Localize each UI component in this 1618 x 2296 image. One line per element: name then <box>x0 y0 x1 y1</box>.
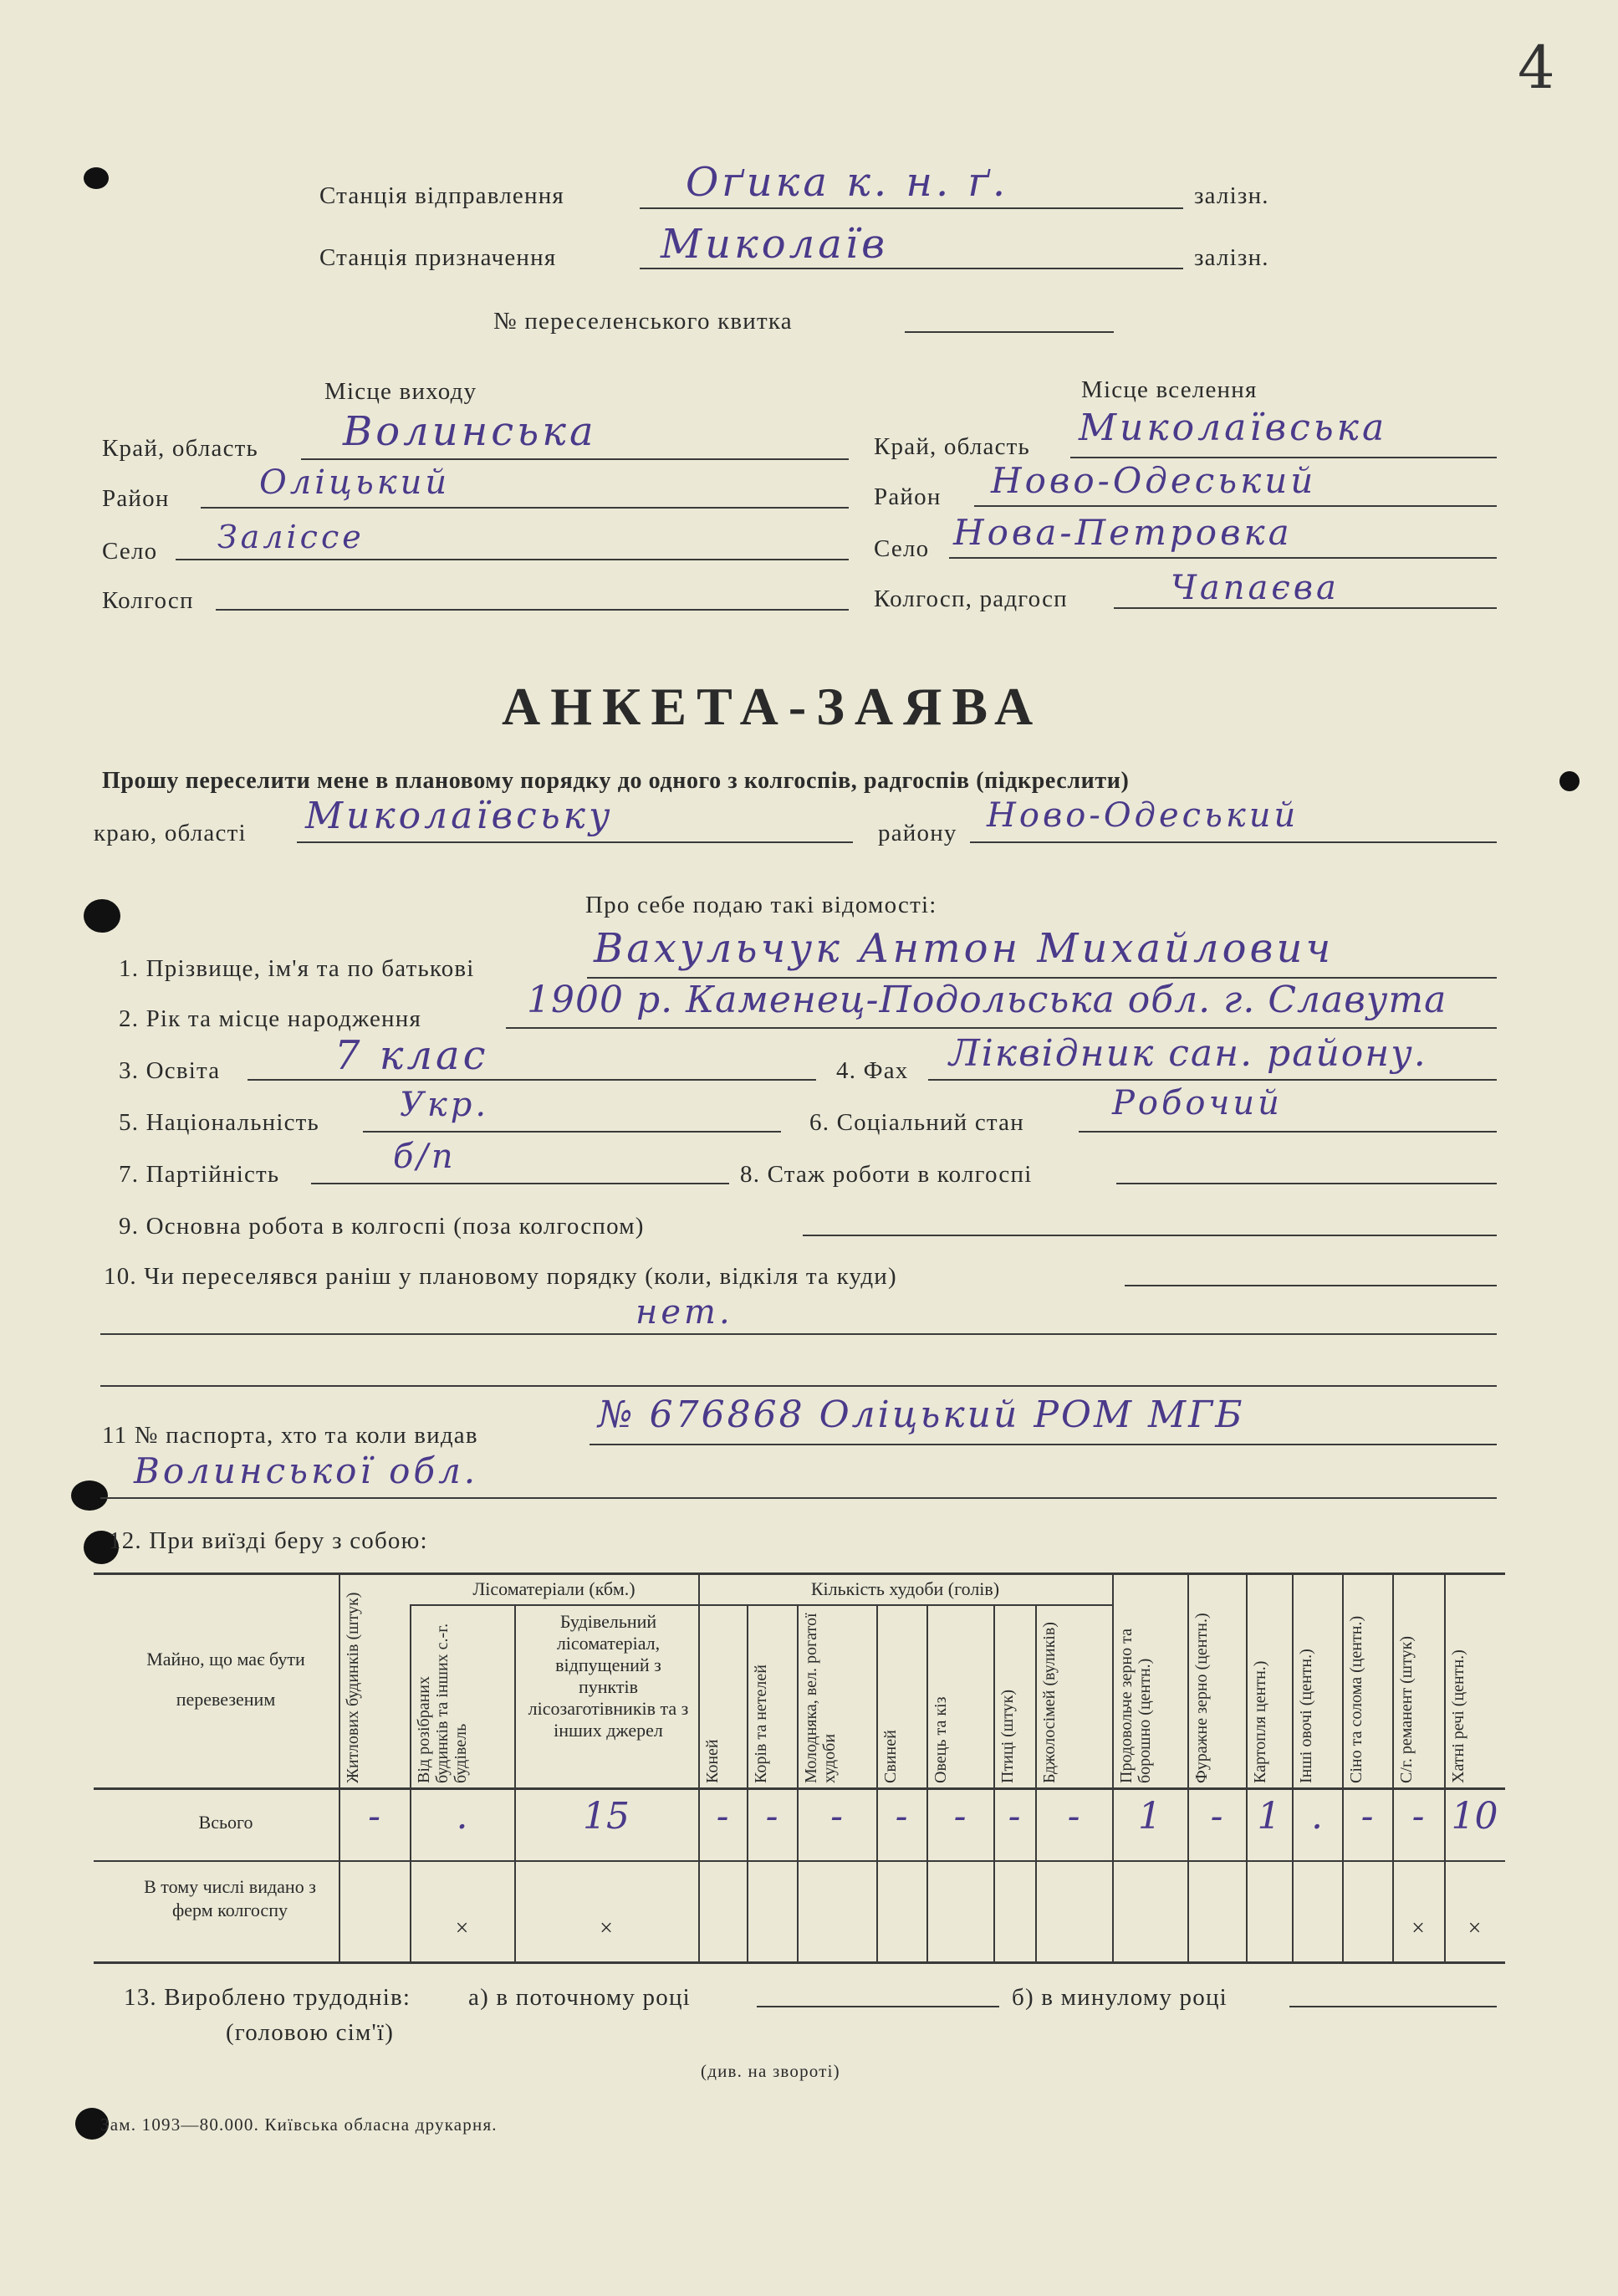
field-5-label: 5. Національність <box>119 1109 319 1136</box>
field-10-value: нет. <box>635 1293 733 1332</box>
field-7-label: 7. Партійність <box>119 1161 280 1188</box>
origin-region-value: Волинська <box>343 408 597 455</box>
total-cell-value: . <box>456 1795 468 1838</box>
total-cell-value: 15 <box>583 1795 630 1838</box>
punch-hole <box>84 167 109 189</box>
field-6-line <box>1079 1131 1497 1133</box>
origin-district-line <box>201 507 849 509</box>
table-column-divider <box>1444 1572 1446 1961</box>
total-cell-value: - <box>1067 1795 1080 1838</box>
table-column-header: Сіно та солома (центн.) <box>1347 1615 1365 1783</box>
origin-region-line <box>301 458 849 460</box>
table-column-divider <box>514 1604 516 1961</box>
arrival-label: Станція призначення <box>319 244 557 271</box>
field-7-value: б/п <box>393 1138 457 1176</box>
origin-village-label: Село <box>102 538 158 565</box>
request-krai-value: Миколаївську <box>305 795 614 837</box>
livestock-group-line <box>698 1604 1112 1606</box>
field-5-line <box>363 1131 781 1133</box>
origin-kolhosp-label: Колгосп <box>102 587 194 614</box>
field-5-value: Укр. <box>400 1086 490 1124</box>
table-column-header: Молодняка, вел. рогатої худоби <box>802 1613 839 1783</box>
departure-value: Оґика к. н. ґ. <box>686 159 1009 206</box>
table-column-divider <box>876 1604 878 1961</box>
table-column-header: Овець та кіз <box>931 1696 950 1783</box>
total-cell-value: - <box>765 1795 778 1838</box>
origin-region-label: Край, область <box>102 435 258 462</box>
request-line: Прошу переселити мене в плановому порядку до одного з колгоспів, радгоспів (підкреслити) <box>102 768 1130 794</box>
destination-region-line <box>1070 457 1497 458</box>
field-4-value: Ліквідник сан. району. <box>949 1032 1427 1075</box>
table-column-divider <box>1292 1572 1294 1961</box>
destination-kolhosp-line <box>1114 607 1497 609</box>
total-cell-value: 10 <box>1451 1795 1498 1838</box>
table-column-header: Від розібраних будинків та інших с.-г. будівель <box>415 1623 470 1783</box>
origin-kolhosp-line <box>216 609 849 611</box>
field-12-label: 12. При виїзді беру з собою: <box>109 1527 428 1554</box>
livestock-group-header: Кількість худоби (голів) <box>810 1578 1000 1599</box>
ticket-label: № переселенського квитка <box>493 308 793 335</box>
origin-district-label: Район <box>102 485 170 512</box>
field-3-label: 3. Освіта <box>119 1057 221 1084</box>
total-cell-value: 1 <box>1257 1795 1281 1838</box>
field-2-value: 1900 р. Каменец-Подольська обл. г. Славута <box>527 979 1447 1021</box>
field-13-a: а) в поточному році <box>468 1984 691 2011</box>
form-title: АНКЕТА-ЗАЯВА <box>502 677 1044 736</box>
field-3-value: 7 клас <box>334 1032 489 1079</box>
punch-hole <box>84 899 120 933</box>
arrival-value: Миколаїв <box>661 221 889 268</box>
request-raion-label: району <box>878 820 957 846</box>
total-cell-value: - <box>716 1795 729 1838</box>
total-cell-value: . <box>1311 1795 1323 1838</box>
total-cell-value: 1 <box>1138 1795 1161 1838</box>
destination-village-label: Село <box>874 535 930 562</box>
table-column-divider <box>747 1604 748 1961</box>
table-column-divider <box>698 1572 700 1961</box>
farm-cell-mark: × <box>600 1915 613 1941</box>
table-column-divider <box>1187 1572 1189 1961</box>
table-column-divider <box>993 1604 995 1961</box>
table-column-divider <box>1035 1604 1037 1961</box>
request-raion-value: Ново-Одеський <box>987 796 1299 835</box>
origin-village-line <box>176 559 849 560</box>
total-cell-value: - <box>1210 1795 1223 1838</box>
punch-hole <box>71 1480 108 1511</box>
destination-village-value: Нова-Петровка <box>953 512 1293 553</box>
table-column-header: Інші овочі (центн.) <box>1297 1649 1315 1783</box>
table-column-divider <box>797 1604 799 1961</box>
origin-village-value: Заліссе <box>217 519 365 555</box>
farm-cell-mark: × <box>455 1915 469 1941</box>
total-cell-value: - <box>1411 1795 1425 1838</box>
farm-cell-mark: × <box>1467 1915 1482 1941</box>
field-1-value: Вахульчук Антон Михайлович <box>594 925 1335 972</box>
table-column-header: Корів та нетелей <box>752 1664 770 1783</box>
total-cell-value: - <box>1360 1795 1374 1838</box>
destination-village-line <box>949 557 1497 559</box>
field-2-line <box>506 1027 1497 1029</box>
total-cell-value: - <box>953 1795 967 1838</box>
field-11-line <box>590 1444 1497 1445</box>
field-10-line-2 <box>100 1333 1497 1335</box>
table-column-header: Картопля центн.) <box>1251 1660 1269 1783</box>
timber-group-header: Лісоматеріали (кбм.) <box>472 1578 635 1599</box>
field-1-label: 1. Прізвище, ім'я та по батькові <box>119 955 475 982</box>
field-7-line <box>311 1183 729 1184</box>
total-cell-value: - <box>895 1795 908 1838</box>
table-column-divider <box>926 1604 928 1961</box>
rail-suffix: залізн. <box>1194 182 1269 209</box>
field-8-line <box>1116 1183 1497 1184</box>
field-2-label: 2. Рік та місце народження <box>119 1005 422 1032</box>
about-heading: Про себе подаю такі відомості: <box>585 892 937 918</box>
timber-group-line <box>410 1604 698 1606</box>
field-3-line <box>248 1079 816 1081</box>
arrival-line <box>640 268 1183 269</box>
row-farm-label: В тому числі видано з ферм колгоспу <box>144 1876 316 1920</box>
table-column-divider <box>339 1572 340 1961</box>
total-cell-value: - <box>1008 1795 1021 1838</box>
field-6-value: Робочий <box>1112 1084 1283 1122</box>
field-10-line-3 <box>100 1385 1497 1387</box>
destination-district-value: Ново-Одеський <box>991 460 1317 501</box>
total-cell-value: - <box>368 1795 380 1838</box>
destination-kolhosp-value: Чапаєва <box>1171 569 1340 607</box>
destination-kolhosp-label: Колгосп, радгосп <box>874 586 1068 612</box>
punch-hole <box>1559 771 1580 791</box>
building-timber-header: Будівельний лісоматеріал, відпущений з пунктів лісозаготівників та з інших джерел <box>528 1611 689 1741</box>
table-column-divider <box>1392 1572 1394 1961</box>
row-total-label: Всього <box>198 1812 253 1833</box>
field-9-label: 9. Основна робота в колгоспі (поза колгоспом) <box>119 1213 645 1240</box>
field-13-b: б) в минулому році <box>1012 1984 1228 2011</box>
request-raion-line <box>970 841 1497 843</box>
field-11-line-2 <box>100 1497 1497 1499</box>
field-11-value: № 676868 Оліцький РОМ МГБ <box>598 1393 1245 1436</box>
table-column-header: Коней <box>703 1739 722 1783</box>
origin-heading: Місце виходу <box>324 378 477 405</box>
field-10-line <box>1125 1285 1497 1286</box>
destination-district-line <box>974 505 1497 507</box>
field-13-a-line <box>757 2006 999 2007</box>
table-column-header: Продовольче зерно та борошно (центн.) <box>1117 1629 1154 1783</box>
table-column-header: Житлових будинків (штук) <box>344 1592 362 1783</box>
table-row-header: Майно, що має бути перевезеним <box>146 1649 305 1710</box>
total-cell-value: - <box>830 1795 843 1838</box>
see-back-note: (див. на звороті) <box>701 2061 840 2081</box>
field-8-label: 8. Стаж роботи в колгоспі <box>740 1161 1033 1188</box>
request-krai-label: краю, області <box>94 820 247 846</box>
field-11-value-2: Волинської обл. <box>134 1450 479 1491</box>
table-column-header: Бджолосімей (вуликів) <box>1040 1622 1059 1783</box>
request-krai-line <box>297 841 853 843</box>
table-column-header: Птиці (штук) <box>998 1689 1017 1783</box>
field-10-label: 10. Чи переселявся раніш у плановому порядку (коли, відкіля та куди) <box>104 1263 897 1290</box>
field-9-line <box>803 1235 1497 1236</box>
table-column-divider <box>1342 1572 1344 1961</box>
rail-suffix: залізн. <box>1194 244 1269 271</box>
origin-district-value: Оліцький <box>259 463 451 502</box>
field-11-label: 11 № паспорта, хто та коли видав <box>102 1422 478 1449</box>
table-column-divider <box>1112 1572 1114 1961</box>
destination-district-label: Район <box>874 483 942 510</box>
table-column-divider <box>1246 1572 1248 1961</box>
departure-line <box>640 207 1183 209</box>
destination-heading: Місце вселення <box>1081 376 1258 403</box>
table-column-header: Хатні речі (центн.) <box>1449 1649 1467 1783</box>
field-13-label: 13. Вироблено трудоднів: <box>124 1984 411 2011</box>
field-4-label: 4. Фах <box>836 1057 909 1084</box>
destination-region-label: Край, область <box>874 433 1030 460</box>
departure-label: Станція відправлення <box>319 182 564 209</box>
farm-cell-mark: × <box>1411 1915 1425 1941</box>
field-6-label: 6. Соціальний стан <box>809 1109 1024 1136</box>
table-column-divider <box>410 1604 411 1961</box>
printer-note: Зам. 1093—80.000. Київська обласна друкарня. <box>100 2114 498 2135</box>
ticket-line <box>905 331 1114 333</box>
field-4-line <box>928 1079 1497 1081</box>
field-13-sub: (головою сім'ї) <box>226 2019 395 2046</box>
table-column-header: Фуражне зерно (центн.) <box>1192 1613 1211 1783</box>
table-column-header: Свиней <box>881 1730 900 1783</box>
destination-region-value: Миколаївська <box>1079 407 1388 449</box>
table-bottom <box>94 1961 1505 1964</box>
table-column-header: С/г. реманент (штук) <box>1397 1635 1416 1783</box>
corner-mark: 4 <box>1518 33 1559 102</box>
field-13-b-line <box>1289 2006 1497 2007</box>
